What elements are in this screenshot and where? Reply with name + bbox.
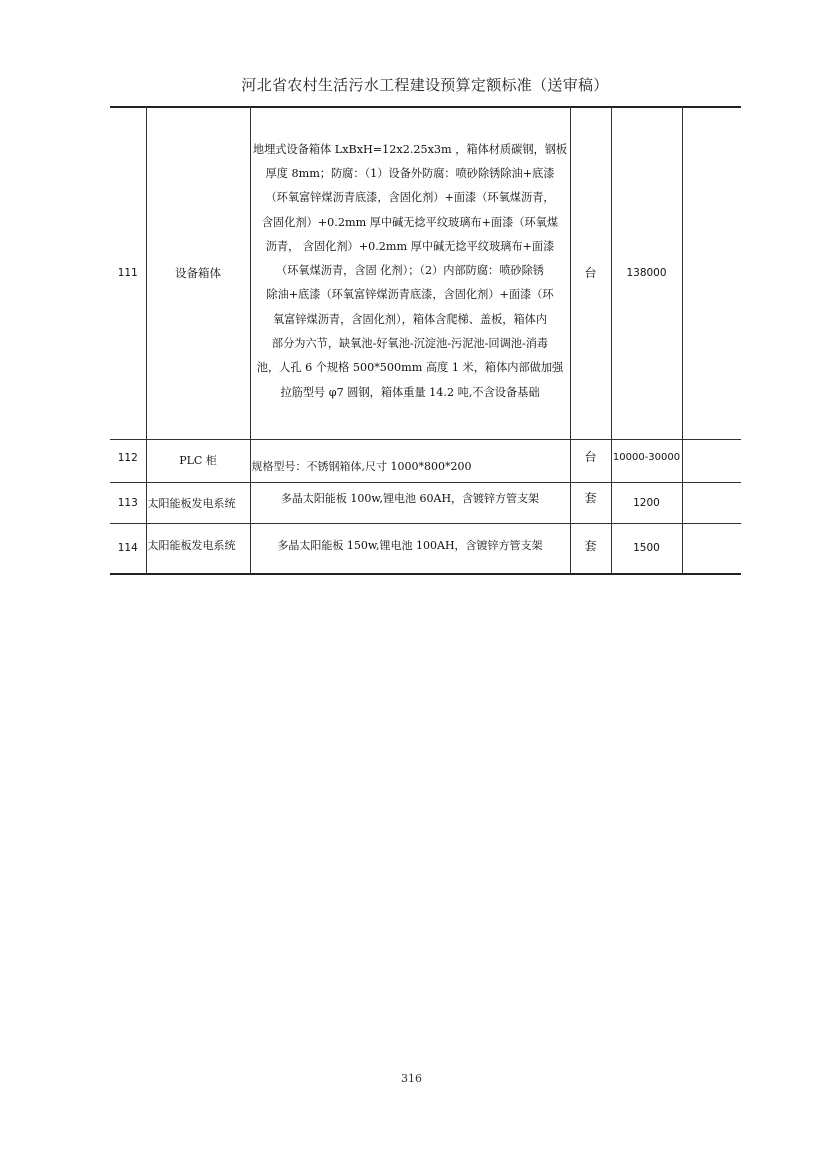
table-row: [110, 482, 741, 523]
description-line: （环氧煤沥青，含固 化剂）；（2）内部防腐：喷砂除锈: [276, 264, 544, 278]
table-row: [110, 107, 741, 439]
item-description: 多晶太阳能板 150w,锂电池 100AH，含镀锌方管支架: [250, 523, 570, 574]
row-number: 112: [110, 439, 146, 482]
row-number: 114: [110, 523, 146, 574]
item-unit: 套: [570, 523, 611, 574]
description-line: 地埋式设备箱体 LxBxH=12x2.25x3m ，箱体材质碳钢，钢板: [252, 142, 568, 156]
item-price: 138000: [611, 107, 682, 439]
item-note: [682, 107, 741, 439]
item-unit: 套: [570, 482, 611, 523]
document-header-title: 河北省农村生活污水工程建设预算定额标准（送审稿）: [241, 76, 609, 94]
item-note: [682, 482, 741, 523]
description-line: 含固化剂）+0.2mm 厚中碱无捻平纹玻璃布+面漆（环氧煤: [261, 215, 559, 229]
item-price: 1200: [611, 482, 682, 523]
item-name: 太阳能板发电系统: [146, 482, 250, 523]
quota-table: [110, 107, 741, 575]
item-price: 1500: [611, 523, 682, 574]
description-line: 厚度 8mm；防腐：（1）设备外防腐：喷砂除锈除油+底漆: [265, 166, 555, 180]
description-line: 氧富锌煤沥青，含固化剂），箱体含爬梯、盖板，箱体内: [272, 312, 548, 326]
description-line: 部分为六节，缺氧池-好氧池-沉淀池-污泥池-回调池-消毒: [271, 336, 549, 350]
page-number: 316: [401, 1072, 422, 1085]
item-unit: 台: [570, 439, 611, 482]
item-note: [682, 523, 741, 574]
row-number: 113: [110, 482, 146, 523]
item-description: 规格型号：不锈钢箱体,尺寸 1000*800*200: [250, 439, 570, 482]
description-line: 沥青， 含固化剂）+0.2mm 厚中碱无捻平纹玻璃布+面漆: [265, 239, 555, 253]
item-name: 太阳能板发电系统: [146, 523, 250, 574]
table-row: [110, 523, 741, 574]
description-line: 拉筋型号 φ7 圆钢，箱体重量 14.2 吨,不含设备基础: [280, 385, 540, 399]
row-number: 111: [110, 107, 146, 439]
item-name: 设备箱体: [146, 107, 250, 439]
table-row: [110, 439, 741, 482]
item-description: 多晶太阳能板 100w,锂电池 60AH，含镀锌方管支架: [250, 482, 570, 523]
item-price: 10000-30000: [611, 439, 682, 482]
item-unit: 台: [570, 107, 611, 439]
item-name: PLC 柜: [146, 439, 250, 482]
description-line: （环氧富锌煤沥青底漆，含固化剂）+面漆（环氧煤沥青，: [265, 191, 555, 205]
description-line: 除油+底漆（环氧富锌煤沥青底漆，含固化剂）+面漆（环: [266, 288, 554, 302]
description-line: 池，人孔 6 个规格 500*500mm 高度 1 米，箱体内部做加强: [256, 361, 564, 375]
item-note: [682, 439, 741, 482]
item-description: [250, 107, 570, 439]
